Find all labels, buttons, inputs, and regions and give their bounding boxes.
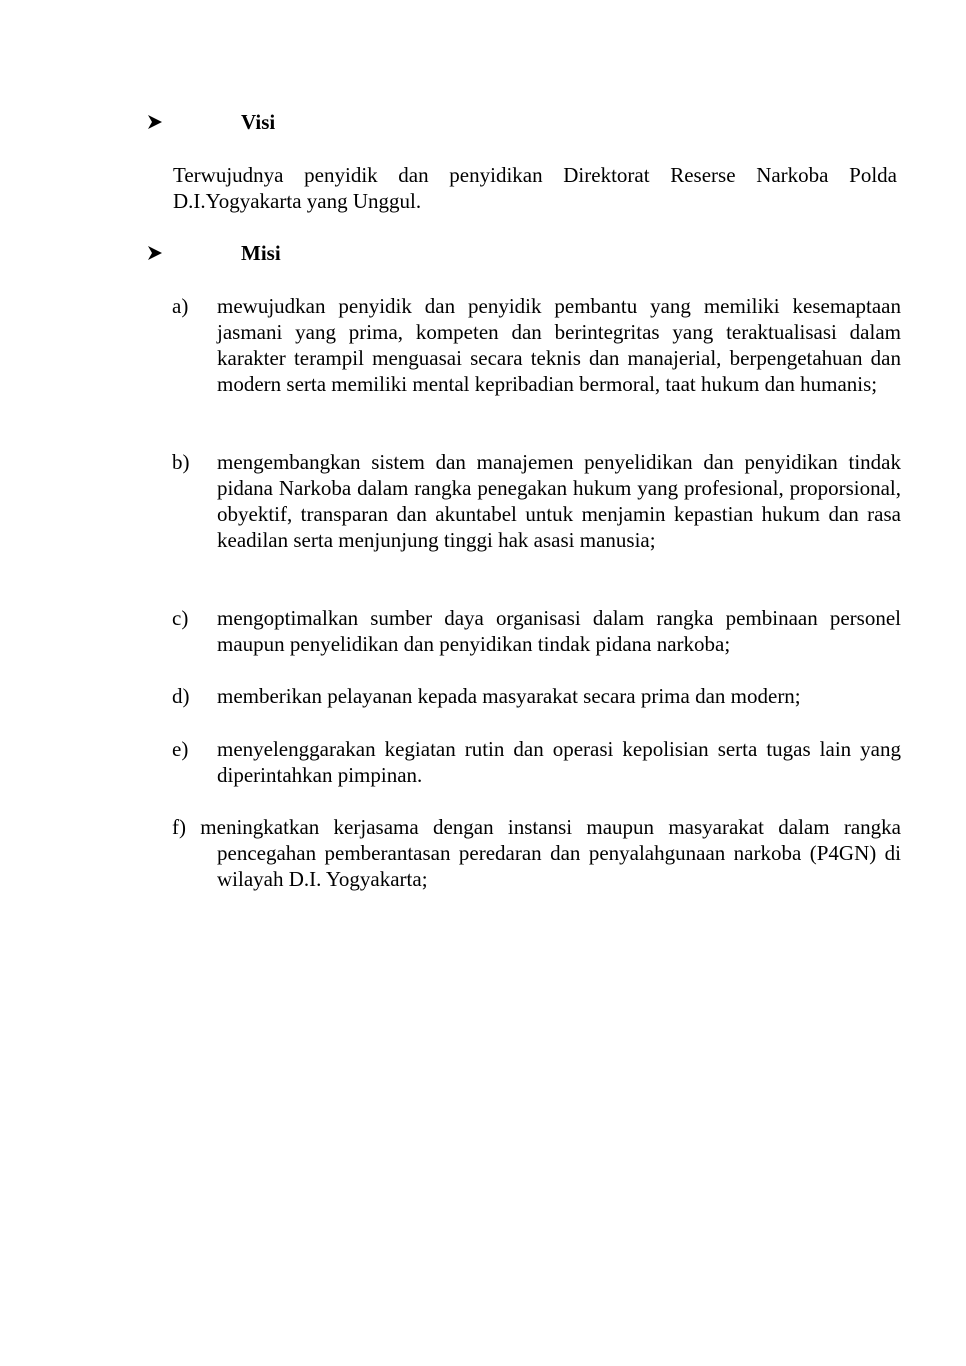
visi-title: Visi (241, 110, 276, 134)
misi-item-text-continued: pencegahan pemberantasan peredaran dan penyalahgunaan narkoba (P4GN) di wilayah D.I. Yogyakarta; (217, 841, 901, 891)
visi-text: Terwujudnya penyidik dan penyidikan Direktorat Reserse Narkoba Polda D.I.Yogyakarta yang Unggul. (173, 163, 897, 213)
arrowhead-bullet-icon (145, 109, 167, 135)
misi-item-text: menyelenggarakan kegiatan rutin dan operasi kepolisian serta tugas lain yang diperintahkan pimpinan. (217, 737, 901, 787)
misi-item-text: mengembangkan sistem dan manajemen penyelidikan dan penyidikan tindak pidana Narkoba dalam rangka penegakan hukum yang profesional, proporsional, obyektif, transparan dan akuntabel untuk menjamin kepastian hukum dan rasa keadilan serta menjunjung tinggi hak asasi manusia; (217, 450, 901, 552)
list-marker: a) (172, 294, 189, 318)
misi-item-text: mengoptimalkan sumber daya organisasi dalam rangka pembinaan personel maupun penyelidikan dan penyidikan tindak pidana narkoba; (217, 606, 901, 656)
misi-heading (145, 240, 281, 266)
list-marker: b) (172, 450, 190, 474)
visi-heading (145, 109, 276, 135)
misi-item-c (172, 605, 901, 657)
misi-title: Misi (241, 241, 281, 265)
misi-item-f (172, 814, 901, 892)
misi-item-f-first-line (172, 814, 901, 840)
list-marker: f) (172, 815, 186, 839)
misi-item-text: meningkatkan kerjasama dengan instansi maupun masyarakat dalam rangka (200, 815, 901, 839)
arrowhead-bullet-icon (145, 240, 167, 266)
list-marker: c) (172, 606, 189, 630)
misi-item-text: mewujudkan penyidik dan penyidik pembantu yang memiliki kesemaptaan jasmani yang prima, kompeten dan berintegritas yang teraktualisasi dalam karakter terampil menguasai secara teknis dan manajerial, berpengetahuan dan modern serta memiliki mental kepribadian bermoral, taat hukum dan humanis; (217, 294, 901, 396)
misi-item-text: memberikan pelayanan kepada masyarakat secara prima dan modern; (217, 684, 801, 708)
list-marker: e) (172, 737, 189, 761)
misi-item-d (172, 683, 901, 709)
misi-item-e (172, 736, 901, 788)
list-marker: d) (172, 684, 190, 708)
misi-item-a (172, 293, 901, 397)
misi-item-b (172, 449, 901, 553)
